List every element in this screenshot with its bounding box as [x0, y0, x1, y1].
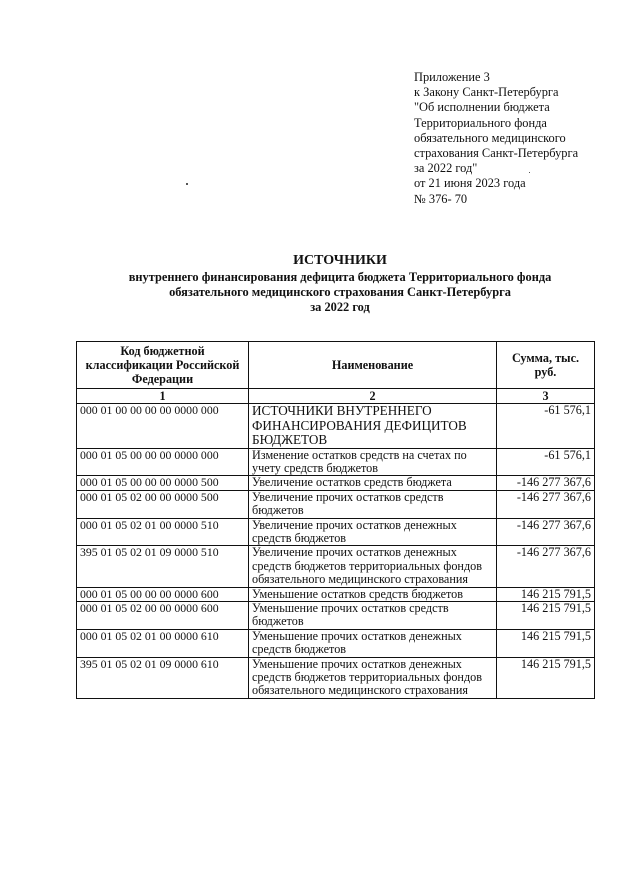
row-amount: 146 215 791,5	[497, 601, 595, 629]
title-line: обязательного медицинского страхования Санкт-Петербурга	[169, 285, 511, 300]
row-code: 000 01 05 00 00 00 0000 500	[77, 476, 249, 490]
row-code: 000 01 05 02 01 00 0000 610	[77, 629, 249, 657]
table-row	[77, 448, 595, 476]
table-row	[77, 587, 595, 601]
row-amount: -146 277 367,6	[497, 490, 595, 518]
appendix-line: от 21 июня 2023 года	[414, 176, 526, 191]
row-name: Уменьшение прочих остатков средств бюджетов	[249, 601, 497, 629]
header-code: Код бюджетной классификации Российской Федерации	[77, 342, 249, 389]
row-amount: 146 215 791,5	[497, 587, 595, 601]
row-code: 395 01 05 02 01 09 0000 510	[77, 546, 249, 587]
document-title	[60, 252, 620, 316]
row-name: Уменьшение прочих остатков денежных средств бюджетов территориальных фондов обязательного медицинского страхования	[249, 657, 497, 698]
appendix-line: страхования Санкт-Петербурга	[414, 146, 579, 161]
table-row	[77, 518, 595, 546]
row-amount: -146 277 367,6	[497, 546, 595, 587]
column-number: 3	[497, 389, 595, 404]
row-code: 000 01 05 02 00 00 0000 600	[77, 601, 249, 629]
appendix-block	[414, 70, 629, 207]
sources-table	[76, 341, 595, 699]
appendix-line: "Об исполнении бюджета	[414, 100, 550, 115]
row-code: 000 01 05 02 00 00 0000 500	[77, 490, 249, 518]
row-name: ИСТОЧНИКИ ВНУТРЕННЕГО ФИНАНСИРОВАНИЯ ДЕФИЦИТОВ БЮДЖЕТОВ	[249, 404, 497, 449]
row-name: Увеличение прочих остатков средств бюджетов	[249, 490, 497, 518]
row-amount: -61 576,1	[497, 404, 595, 449]
column-number: 1	[77, 389, 249, 404]
appendix-line: Территориального фонда	[414, 115, 547, 130]
table-row	[77, 657, 595, 698]
table-row	[77, 546, 595, 587]
column-number-row	[77, 389, 595, 404]
column-number: 2	[249, 389, 497, 404]
row-code: 000 01 05 00 00 00 0000 600	[77, 587, 249, 601]
appendix-line: к Закону Санкт-Петербурга	[414, 85, 559, 100]
scan-speck	[529, 172, 530, 173]
row-code: 395 01 05 02 01 09 0000 610	[77, 657, 249, 698]
table-header-row	[77, 342, 595, 389]
title-line: внутреннего финансирования дефицита бюджета Территориального фонда	[128, 270, 552, 284]
table-row	[77, 601, 595, 629]
header-name: Наименование	[249, 342, 497, 389]
appendix-line: за 2022 год"	[414, 161, 478, 176]
table-row	[77, 629, 595, 657]
scan-speck	[186, 183, 188, 185]
row-name: Уменьшение прочих остатков денежных средств бюджетов	[249, 629, 497, 657]
table-row	[77, 490, 595, 518]
row-name: Изменение остатков средств на счетах по учету средств бюджетов	[249, 448, 497, 476]
row-amount: -61 576,1	[497, 448, 595, 476]
row-name: Увеличение остатков средств бюджета	[249, 476, 497, 490]
row-code: 000 01 05 02 01 00 0000 510	[77, 518, 249, 546]
appendix-line: № 376- 70	[414, 191, 468, 206]
title-main: ИСТОЧНИКИ	[293, 253, 387, 268]
row-name: Увеличение прочих остатков денежных средств бюджетов	[249, 518, 497, 546]
table-row	[77, 404, 595, 449]
row-code: 000 01 05 00 00 00 0000 000	[77, 448, 249, 476]
header-sum: Сумма, тыс. руб.	[497, 342, 595, 389]
row-name: Увеличение прочих остатков денежных средств бюджетов территориальных фондов обязательного медицинского страхования	[249, 546, 497, 587]
row-amount: -146 277 367,6	[497, 476, 595, 490]
row-name: Уменьшение остатков средств бюджетов	[249, 587, 497, 601]
appendix-line: обязательного медицинского	[414, 130, 566, 145]
row-code: 000 01 00 00 00 00 0000 000	[77, 404, 249, 449]
row-amount: 146 215 791,5	[497, 657, 595, 698]
title-line: за 2022 год	[310, 300, 370, 315]
row-amount: 146 215 791,5	[497, 629, 595, 657]
row-amount: -146 277 367,6	[497, 518, 595, 546]
appendix-line: Приложение 3	[414, 70, 490, 84]
table-row	[77, 476, 595, 490]
